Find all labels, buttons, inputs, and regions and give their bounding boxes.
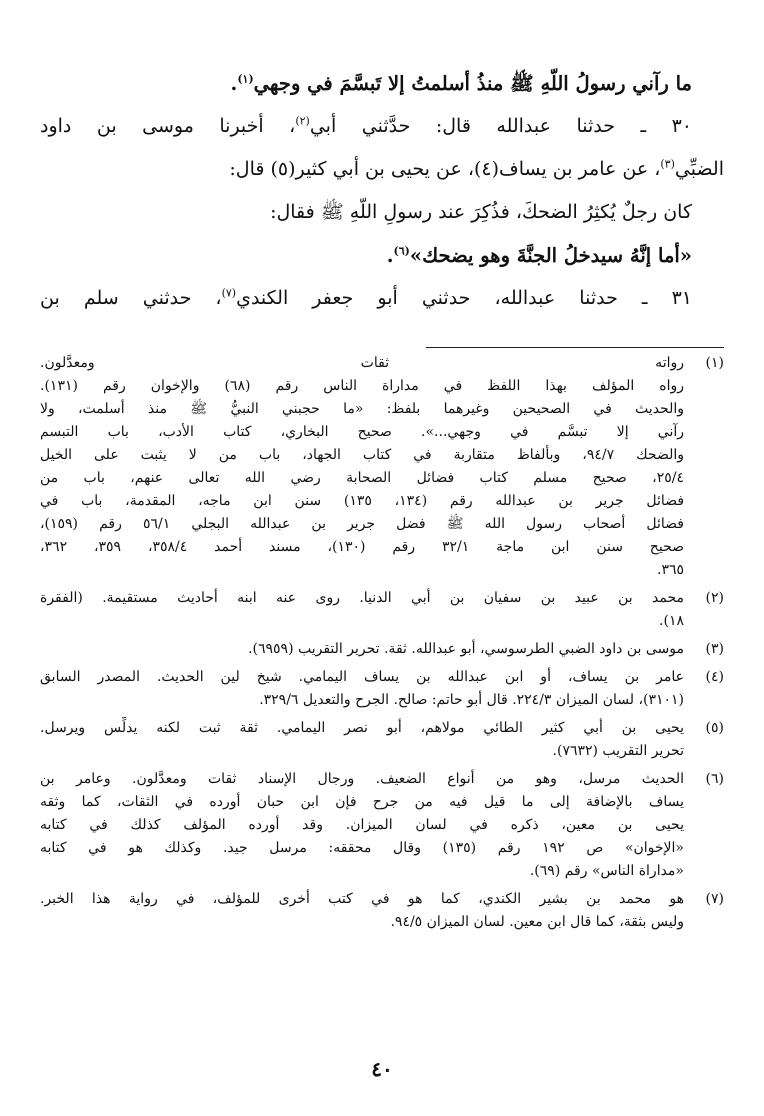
footnote-line: تحرير التقريب (٧٦٣٢). (552, 743, 684, 759)
footnote-line: والحديث في الصحيحين وغيرهما بلفظ: «ما حجبني النبيُّ ﷺ منذ أسلمت، ولا (40, 401, 684, 417)
footnote-ref: (٢) (295, 114, 310, 128)
footnote-line: الحديث مرسل، وهو من أنواع الضعيف. ورجال الإسناد ثقات ومعدَّلون. وعامر بن (40, 771, 684, 787)
footnote-line: (٣١٠١)، لسان الميزان ٢٢٤/٣. قال أبو حاتم: صالح. الجرح والتعديل ٣٢٩/٦. (259, 692, 684, 708)
footnote-number: (٣) (705, 641, 724, 657)
main-text (40, 62, 724, 320)
footnote-number: (٧) (705, 891, 724, 907)
footnote-line: رواه المؤلف بهذا اللفظ في مداراة الناس رقم (٦٨) والإخوان رقم (١٣١). (40, 378, 684, 394)
footnote-line: هو محمد بن بشير الكندي، كما هو في كتب أخرى للمؤلف، في رواية هذا الخبر. (40, 891, 684, 907)
footnote-line: محمد بن عبيد بن سفيان بن أبي الدنيا. روى عنه ابنه أحاديث مستقيمة. (الفقرة (40, 590, 684, 606)
footnote-text (40, 638, 684, 661)
footnote-line: يساف بالإضافة إلى ما قيل فيه من جرح فإن ابن حبان أورده في الثقات، كما وثقه (40, 794, 684, 810)
footnotes (40, 352, 724, 939)
footnote-number: (٢) (705, 590, 724, 606)
hadith-line-2: «أما إنَّهُ سيدخلُ الجنَّةَ وهو يضحك»$^{(٦)}$. (386, 244, 692, 267)
footnote-line: «مداراة الناس» رقم (٦٩). (529, 863, 684, 879)
footnote-4 (40, 666, 724, 712)
footnote-number: (٥) (705, 720, 724, 736)
footnote-text (40, 352, 684, 582)
footnote-text (40, 587, 684, 633)
footnote-text (40, 888, 684, 934)
footnote-line: رواته ثقات ومعدَّلون. (40, 355, 684, 371)
footnote-line: يحيى بن معين، ذكره في لسان الميزان. وقد أورده المؤلف كذلك في كتابه (40, 817, 684, 833)
footnote-line: رآني إلا تبسَّم في وجهي...». صحيح البخاري، كتاب الأدب، باب التبسم (40, 424, 684, 440)
footnote-line: وليس بثقة، كما قال ابن معين. لسان الميزان ٩٤/٥. (390, 914, 684, 930)
footnote-line: ١٨). (659, 613, 684, 629)
page-number: ٤٠ (371, 1057, 393, 1081)
footnote-line: فضائل أصحاب رسول الله ﷺ فضل جرير بن عبدالله البجلي ٥٦/١ رقم (١٥٩)، (40, 516, 684, 532)
footnote-3 (40, 638, 724, 661)
footnote-ref: (٦) (393, 244, 410, 258)
footnote-number: (١) (705, 355, 724, 371)
footnote-line: «الإخوان» ص ١٩٢ رقم (١٣٥) وقال محققه: مرسل جيد. وكذلك هو في كتابه (40, 840, 684, 856)
footnote-line: ٣٦٥. (656, 562, 684, 578)
footnote-text (40, 666, 684, 712)
hadith-line-1: ما رآني رسولُ اللّهِ ﷺ منذُ أسلمتُ إلا تَبسَّمَ في وجهي$^{(١)}$. (230, 72, 692, 95)
narration-31-line-1: ٣١ ـ حدثنا عبدالله، حدثني أبو جعفر الكندي$^{(٧)}$، حدثني سلم بن (40, 286, 692, 309)
footnote-1 (40, 352, 724, 582)
footnote-line: فضائل جرير بن عبدالله رقم (١٣٤، ١٣٥) سنن ابن ماجه، المقدمة، باب في (40, 493, 684, 509)
footnote-ref: (٧) (221, 286, 237, 300)
footnote-number: (٦) (705, 771, 724, 787)
narration-30-line-3: كان رجلٌ يُكثِرُ الضحكَ، فذُكِرَ عند رسولِ اللّهِ ﷺ فقال: (270, 201, 692, 223)
footnote-text (40, 717, 684, 763)
footnote-7 (40, 888, 724, 934)
narration-30-line-2: الضبِّي$^{(٣)}$، عن عامر بن يساف(٤)، عن يحيى بن أبي كثير(٥) قال: (229, 157, 724, 180)
footnote-5 (40, 717, 724, 763)
footnote-6 (40, 768, 724, 883)
footnote-line: ٢٥/٤، صحيح مسلم كتاب فضائل الصحابة رضي الله تعالى عنهم، باب من (40, 470, 684, 486)
footnote-ref: (١) (237, 72, 254, 86)
footnote-separator (426, 347, 724, 348)
footnote-2 (40, 587, 724, 633)
narration-30-line-1: ٣٠ ـ حدثنا عبدالله قال: حدَّثني أبي$^{(٢)}$، أخبرنا موسى بن داود (40, 114, 692, 137)
footnote-line: عامر بن يساف، أو ابن عبدالله بن يساف اليمامي. شيخ لين الحديث. المصدر السابق (40, 669, 684, 685)
footnote-line: يحيى بن أبي كثير الطائي مولاهم، أبو نصر اليمامي. ثقة ثبت لكنه يدلِّس ويرسل. (40, 720, 684, 736)
footnote-text (40, 768, 684, 883)
footnote-line: موسى بن داود الضبي الطرسوسي، أبو عبدالله. ثقة. تحرير التقريب (٦٩٥٩). (248, 641, 684, 657)
footnote-number: (٤) (705, 669, 724, 685)
footnote-line: والضحك ٩٤/٧، وبألفاظ متقاربة في كتاب الجهاد، باب من لا يثبت على الخيل (40, 447, 684, 463)
footnote-ref: (٣) (660, 157, 675, 171)
footnote-line: صحيح سنن ابن ماجة ٣٢/١ رقم (١٣٠)، مسند أحمد ٣٥٨/٤، ٣٥٩، ٣٦٢، (40, 539, 684, 555)
